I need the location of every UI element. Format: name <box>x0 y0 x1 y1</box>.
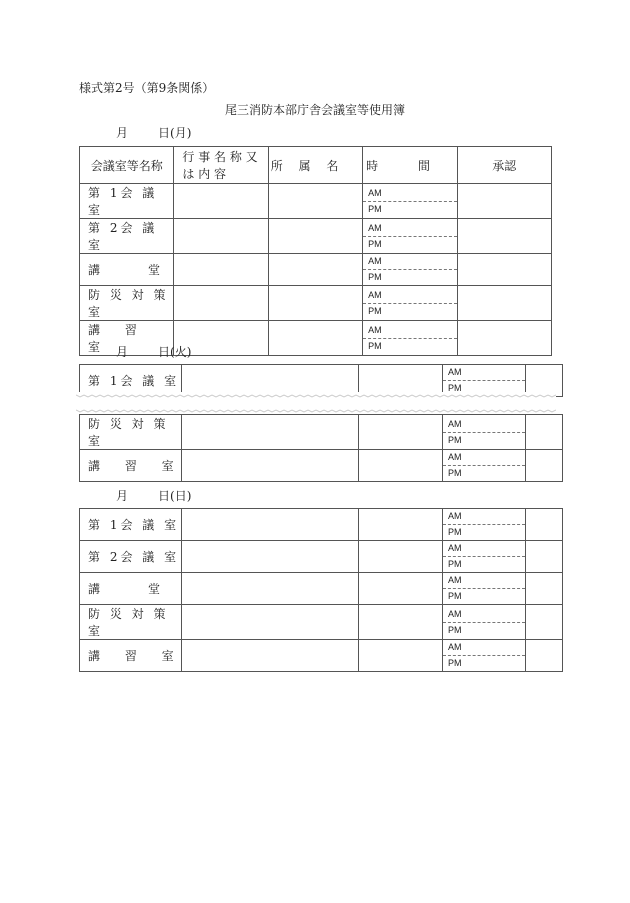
time-cell <box>443 509 526 541</box>
am-label: AM <box>443 417 525 433</box>
approval-cell[interactable] <box>526 573 563 605</box>
room-name: 講 堂 <box>80 573 182 605</box>
event-cell[interactable] <box>174 254 268 286</box>
event-cell[interactable] <box>182 640 359 672</box>
table-row <box>80 286 552 321</box>
time-cell <box>363 219 457 254</box>
department-cell[interactable] <box>359 605 443 640</box>
event-cell[interactable] <box>174 184 268 219</box>
am-label: AM <box>443 450 525 466</box>
pm-label: PM <box>448 559 462 569</box>
usage-table-tue-continued <box>79 414 563 482</box>
am-label: AM <box>443 607 525 623</box>
event-cell[interactable] <box>182 573 359 605</box>
am-label: AM <box>363 254 456 270</box>
table-row <box>80 509 563 541</box>
pm-label: PM <box>448 468 462 478</box>
time-cell <box>443 573 526 605</box>
room-name: 防 災 対 策 室 <box>80 286 174 321</box>
header-event: 行 事 名 称 又 は 内 容 <box>174 147 268 184</box>
usage-table-sun <box>79 508 563 672</box>
date-label-tue <box>116 343 191 360</box>
pm-label: PM <box>448 527 462 537</box>
department-cell[interactable] <box>268 286 362 321</box>
time-cell <box>363 286 457 321</box>
header-dept: 所 属 名 <box>268 147 362 184</box>
table-row <box>80 415 563 450</box>
table-row <box>80 254 552 286</box>
room-name: 講 習 室 <box>80 321 174 356</box>
room-name: 第 1会 議 室 <box>80 509 182 541</box>
time-cell <box>363 254 457 286</box>
room-name: 防 災 対 策 室 <box>80 605 182 640</box>
approval-cell[interactable] <box>526 509 563 541</box>
month-label: 月 <box>116 345 129 359</box>
time-cell <box>443 541 526 573</box>
time-cell <box>443 415 526 450</box>
pm-label: PM <box>448 591 462 601</box>
table-row <box>80 184 552 219</box>
page-break-tear <box>76 392 556 414</box>
am-label: AM <box>363 221 456 237</box>
approval-cell[interactable] <box>457 321 551 356</box>
approval-cell[interactable] <box>526 605 563 640</box>
pm-label: PM <box>448 434 462 445</box>
room-name: 講 習 室 <box>80 450 182 482</box>
approval-cell[interactable] <box>526 541 563 573</box>
event-cell[interactable] <box>174 286 268 321</box>
header-row <box>80 147 552 184</box>
pm-label: PM <box>368 203 382 214</box>
am-label: AM <box>443 509 525 525</box>
pm-label: PM <box>368 340 382 351</box>
time-cell <box>443 605 526 640</box>
header-approval: 承認 <box>457 147 551 184</box>
pm-label: PM <box>448 624 462 635</box>
room-name: 第 1会 議 室 <box>80 184 174 219</box>
department-cell[interactable] <box>359 573 443 605</box>
room-name: 第 2会 議 室 <box>80 541 182 573</box>
approval-cell[interactable] <box>526 640 563 672</box>
event-cell[interactable] <box>182 415 359 450</box>
department-cell[interactable] <box>268 321 362 356</box>
approval-cell[interactable] <box>457 184 551 219</box>
document-title: 尾三消防本部庁舎会議室等使用簿 <box>224 103 405 117</box>
event-cell[interactable] <box>174 219 268 254</box>
department-cell[interactable] <box>359 450 443 482</box>
date-label-mon <box>116 124 191 141</box>
approval-cell[interactable] <box>457 254 551 286</box>
header-room: 会議室等名称 <box>80 147 174 184</box>
pm-label: PM <box>368 238 382 249</box>
department-cell[interactable] <box>268 219 362 254</box>
am-label: AM <box>443 573 525 589</box>
table-row <box>80 541 563 573</box>
approval-cell[interactable] <box>457 286 551 321</box>
department-cell[interactable] <box>268 254 362 286</box>
usage-table-mon <box>79 146 552 356</box>
event-cell[interactable] <box>182 605 359 640</box>
day-label: 日(月) <box>158 126 192 140</box>
room-name: 防 災 対 策 室 <box>80 415 182 450</box>
department-cell[interactable] <box>359 640 443 672</box>
pm-label: PM <box>368 305 382 316</box>
approval-cell[interactable] <box>526 415 563 450</box>
pm-label: PM <box>448 658 462 668</box>
room-name: 第 2会 議 室 <box>80 219 174 254</box>
table-row <box>80 450 563 482</box>
time-cell <box>363 184 457 219</box>
table-row <box>80 219 552 254</box>
department-cell[interactable] <box>359 541 443 573</box>
approval-cell[interactable] <box>457 219 551 254</box>
am-label: AM <box>363 186 456 202</box>
month-label: 月 <box>116 489 129 503</box>
day-label: 日(火) <box>158 345 192 359</box>
table-row <box>80 573 563 605</box>
time-cell <box>443 450 526 482</box>
room-name: 講 習 室 <box>80 640 182 672</box>
time-cell <box>443 640 526 672</box>
approval-cell[interactable] <box>526 450 563 482</box>
department-cell[interactable] <box>268 184 362 219</box>
form-number: 様式第2号（第9条関係） <box>79 81 215 95</box>
table-row <box>80 640 563 672</box>
event-cell[interactable] <box>182 509 359 541</box>
time-cell <box>363 321 457 356</box>
room-name: 第 1会 議 室 <box>80 365 182 397</box>
am-label: AM <box>443 365 525 381</box>
am-label: AM <box>363 288 456 304</box>
department-cell[interactable] <box>359 509 443 541</box>
am-label: AM <box>443 640 525 656</box>
pm-label: PM <box>368 272 382 282</box>
pm-label: PM <box>448 383 462 393</box>
month-label: 月 <box>116 126 129 140</box>
day-label: 日(日) <box>158 489 192 503</box>
event-cell[interactable] <box>182 450 359 482</box>
am-label: AM <box>443 541 525 557</box>
event-cell[interactable] <box>182 541 359 573</box>
header-time: 時 間 <box>363 147 457 184</box>
room-name: 講 堂 <box>80 254 174 286</box>
am-label: AM <box>363 323 456 339</box>
date-label-sun <box>116 487 191 504</box>
department-cell[interactable] <box>359 415 443 450</box>
table-row <box>80 605 563 640</box>
